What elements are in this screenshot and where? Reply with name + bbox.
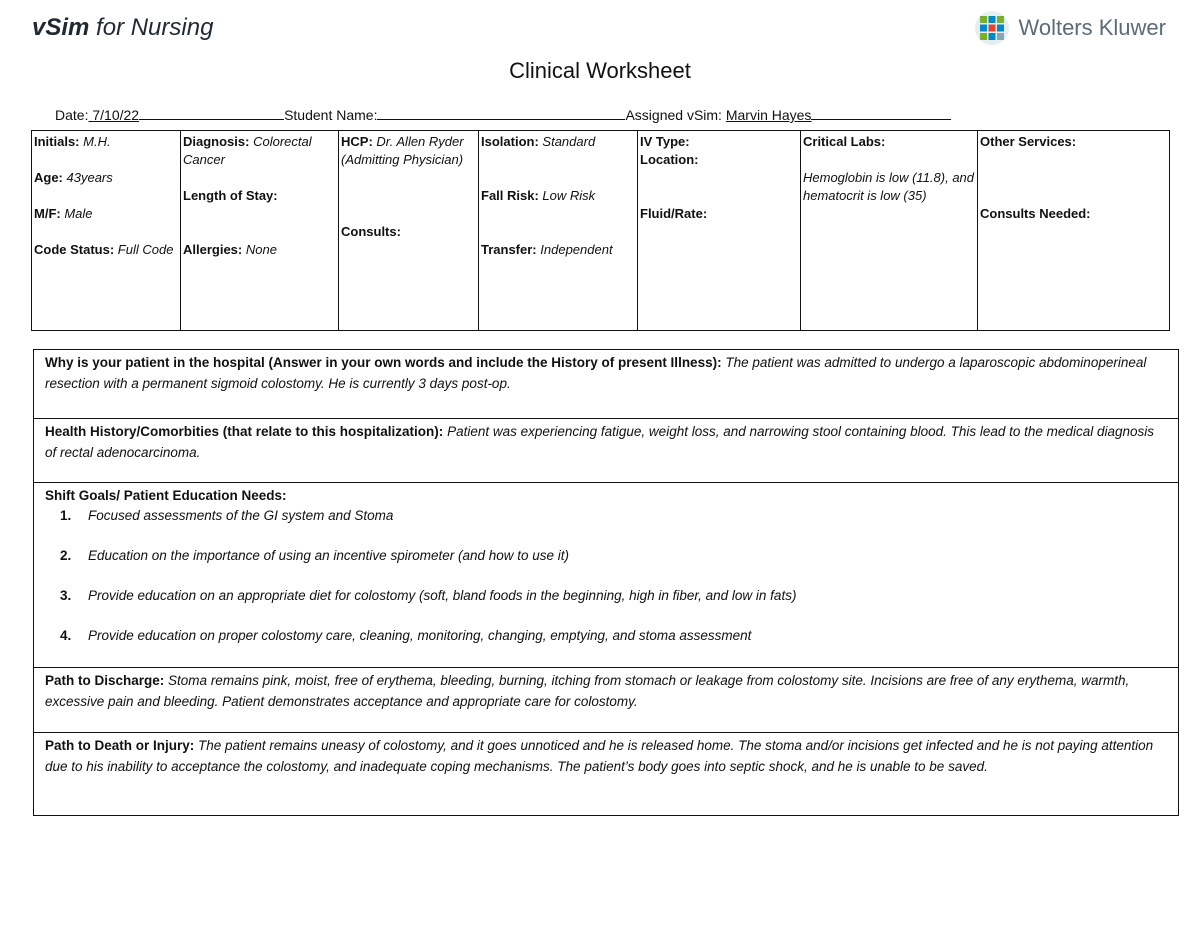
health-history-section bbox=[34, 418, 1178, 482]
shift-goals-label: Shift Goals/ Patient Education Needs: bbox=[45, 488, 287, 503]
consults-label: Consults: bbox=[341, 224, 401, 239]
isolation-value: Standard bbox=[542, 134, 596, 149]
sex-value: Male bbox=[64, 206, 93, 221]
path-to-death-section bbox=[34, 732, 1178, 815]
hcp-value: Dr. Allen Ryder (Admitting Physician) bbox=[341, 134, 464, 167]
patient-demographics-cell bbox=[32, 131, 181, 331]
vsim-logo bbox=[32, 14, 213, 42]
isolation-cell bbox=[479, 131, 638, 331]
patient-info-table bbox=[31, 130, 1170, 331]
code-status-value: Full Code bbox=[117, 242, 174, 257]
diagnosis-cell bbox=[181, 131, 339, 331]
list-item: 4. Provide education on proper colostomy care, cleaning, monitoring, changing, emptying, and stoma assessment bbox=[60, 628, 752, 643]
sex-label: M/F: bbox=[34, 206, 61, 221]
path-to-discharge-section bbox=[34, 667, 1178, 732]
wolters-kluwer-logo bbox=[974, 10, 1166, 46]
hcp-cell bbox=[339, 131, 479, 331]
why-hospitalized-text: The patient was admitted to undergo a laparoscopic abdominoperineal resection with a permanent sigmoid colostomy. He is currently 3 days post-op. bbox=[45, 355, 1147, 391]
diagnosis-value: Colorectal Cancer bbox=[183, 134, 312, 167]
date-blank bbox=[139, 107, 284, 120]
iv-cell bbox=[638, 131, 801, 331]
why-hospitalized-section bbox=[34, 350, 1178, 418]
wolters-kluwer-logo-icon bbox=[974, 10, 1010, 46]
shift-goals-section bbox=[34, 482, 1178, 667]
initials-value: M.H. bbox=[83, 134, 111, 149]
age-value: 43years bbox=[66, 170, 113, 185]
health-history-label: Health History/Comorbities (that relate to this hospitalization): bbox=[45, 424, 444, 439]
allergies-value: None bbox=[245, 242, 277, 257]
list-item: 1. Focused assessments of the GI system and Stoma bbox=[60, 508, 394, 523]
path-to-discharge-label: Path to Discharge: bbox=[45, 673, 165, 688]
date-value: 7/10/22 bbox=[92, 107, 140, 123]
other-services-label: Other Services: bbox=[980, 134, 1077, 149]
why-hospitalized-label: Why is your patient in the hospital (Answer in your own words and include the History of present Illness): bbox=[45, 355, 722, 370]
page-title: Clinical Worksheet bbox=[509, 58, 691, 83]
fluid-rate-label: Fluid/Rate: bbox=[640, 206, 708, 221]
path-to-discharge-text: Stoma remains pink, moist, free of erythema, bleeding, burning, itching from stomach or leakage from colostomy site. Incisions are free of any erythema, warmth, excessive pain and bleeding. Patient demonstrates acceptance and appropriate care for colostomy. bbox=[45, 673, 1130, 709]
location-label: Location: bbox=[640, 152, 699, 167]
transfer-value: Independent bbox=[540, 242, 613, 257]
health-history-text: Patient was experiencing fatigue, weight loss, and narrowing stool containing blood. This lead to the medical diagnosis of rectal adenocarcinoma. bbox=[45, 424, 1154, 460]
critical-labs-cell bbox=[801, 131, 978, 331]
other-services-cell bbox=[978, 131, 1170, 331]
student-name-label: Student Name: bbox=[284, 107, 378, 123]
isolation-label: Isolation: bbox=[481, 134, 539, 149]
initials-label: Initials: bbox=[34, 134, 80, 149]
date-label: Date: bbox=[55, 107, 89, 123]
path-to-death-label: Path to Death or Injury: bbox=[45, 738, 195, 753]
iv-type-label: IV Type: bbox=[640, 134, 690, 149]
list-item: 3. Provide education on an appropriate diet for colostomy (soft, bland foods in the beginning, high in fiber, and low in fats) bbox=[60, 588, 797, 603]
shift-goals-list bbox=[45, 506, 1168, 646]
age-label: Age: bbox=[34, 170, 63, 185]
critical-labs-label: Critical Labs: bbox=[803, 134, 886, 149]
consults-needed-label: Consults Needed: bbox=[980, 206, 1091, 221]
student-name-blank bbox=[377, 107, 625, 120]
care-plan-box bbox=[33, 349, 1179, 816]
wolters-kluwer-name: Wolters Kluwer bbox=[1018, 15, 1166, 40]
path-to-death-text: The patient remains uneasy of colostomy, and it goes unnoticed and he is released home. The stoma and/or incisions get infected and he is not paying attention due to his inability to acceptance the colostomy, and inadequate coping mechanisms. The patient’s body goes into septic shock, and he is unable to be saved. bbox=[45, 738, 1154, 774]
assigned-vsim-label: Assigned vSim: bbox=[625, 107, 722, 123]
critical-labs-value: Hemoglobin is low (11.8), and hematocrit is low (35) bbox=[803, 170, 975, 203]
assigned-vsim-value: Marvin Hayes bbox=[725, 107, 812, 123]
length-of-stay-label: Length of Stay: bbox=[183, 188, 278, 203]
fall-risk-value: Low Risk bbox=[542, 188, 596, 203]
fall-risk-label: Fall Risk: bbox=[481, 188, 539, 203]
diagnosis-label: Diagnosis: bbox=[183, 134, 250, 149]
code-status-label: Code Status: bbox=[34, 242, 115, 257]
vsim-logo-mark: vSim bbox=[32, 14, 90, 41]
assigned-vsim-blank bbox=[811, 107, 951, 120]
vsim-logo-text: for Nursing bbox=[96, 14, 214, 41]
transfer-label: Transfer: bbox=[481, 242, 537, 257]
worksheet-header bbox=[55, 107, 951, 123]
hcp-label: HCP: bbox=[341, 134, 373, 149]
allergies-label: Allergies: bbox=[183, 242, 243, 257]
list-item: 2. Education on the importance of using an incentive spirometer (and how to use it) bbox=[60, 548, 570, 563]
